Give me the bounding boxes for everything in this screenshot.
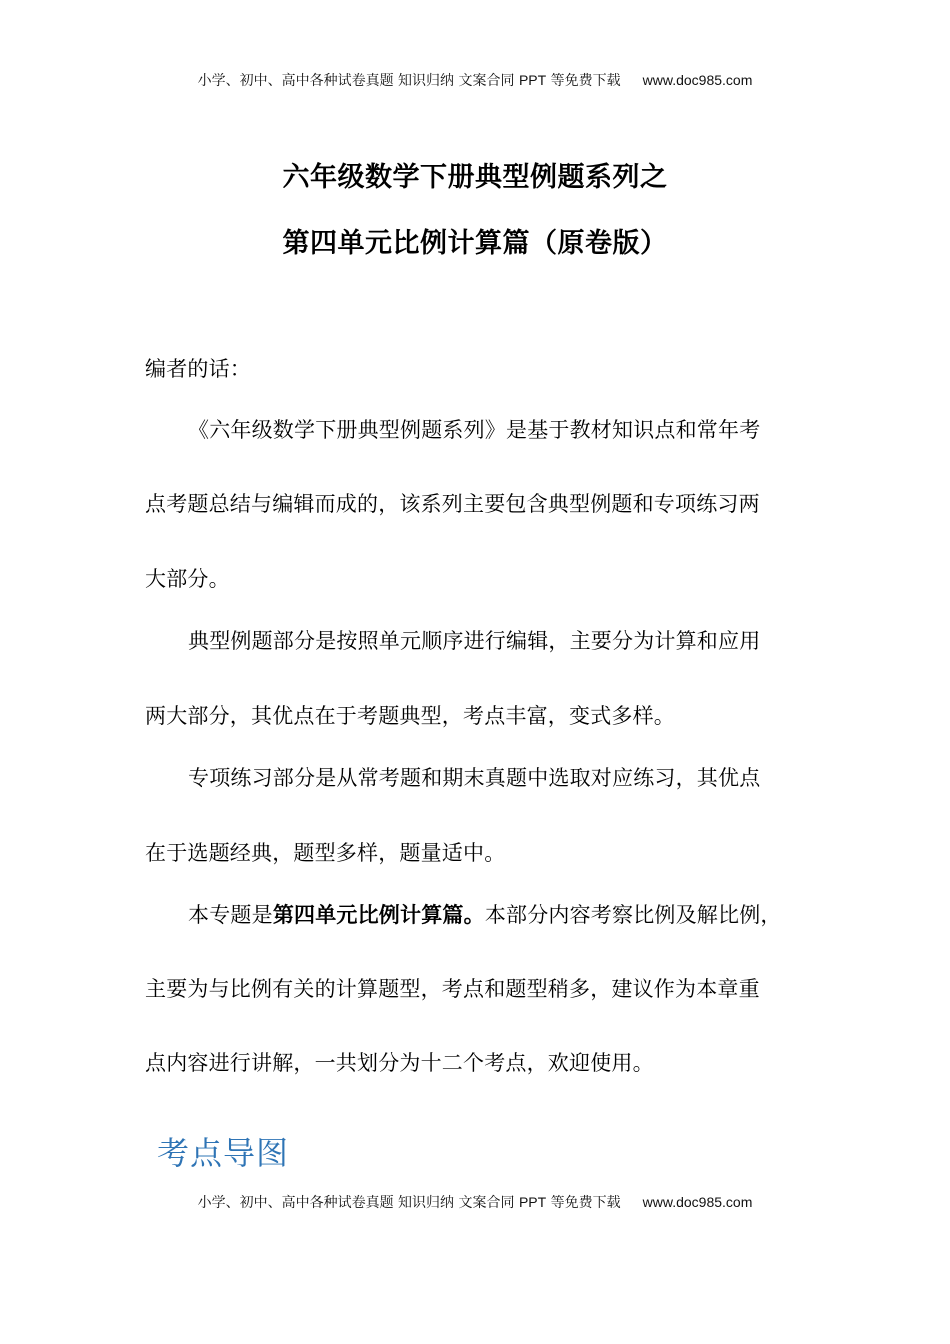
page-header xyxy=(0,70,950,90)
paragraph-2-line-2: 两大部分，其优点在于考题典型，考点丰富，变式多样。 xyxy=(145,704,675,728)
paragraph-1-line-1: 《六年级数学下册典型例题系列》是基于教材知识点和常年考 xyxy=(188,418,761,442)
p4-bold-topic: 第四单元比例计算篇。 xyxy=(272,903,485,927)
header-site-link[interactable]: www.doc985.com xyxy=(642,72,753,88)
paragraph-4-line-2: 主要为与比例有关的计算题型，考点和题型稍多，建议作为本章重 xyxy=(145,977,760,1001)
header-text2: 等免费下载 xyxy=(546,73,621,89)
p4-suffix: 本部分内容考察比例及解比例， xyxy=(484,903,782,927)
header-ppt: PPT xyxy=(518,72,547,88)
paragraph-2-line-1: 典型例题部分是按照单元顺序进行编辑，主要分为计算和应用 xyxy=(188,629,761,653)
paragraph-4-line-3: 点内容进行讲解，一共划分为十二个考点，欢迎使用。 xyxy=(145,1051,654,1075)
section-heading-mindmap: 考点导图 xyxy=(157,1134,290,1172)
paragraph-1-line-3: 大部分。 xyxy=(145,567,230,591)
paragraph-1-line-2: 点考题总结与编辑而成的，该系列主要包含典型例题和专项练习两 xyxy=(145,492,760,516)
paragraph-4-line-1 xyxy=(188,899,848,929)
editor-label: 编者的话： xyxy=(145,357,251,381)
footer-ppt: PPT xyxy=(518,1194,547,1210)
footer-site-link[interactable]: www.doc985.com xyxy=(642,1194,753,1210)
paragraph-3-line-1: 专项练习部分是从常考题和期末真题中选取对应练习，其优点 xyxy=(188,766,761,790)
doc-title-line1: 六年级数学下册典型例题系列之 xyxy=(282,162,668,193)
paragraph-3-line-2: 在于选题经典，题型多样，题量适中。 xyxy=(145,841,506,865)
header-text: 小学、初中、高中各种试卷真题 知识归纳 文案合同 xyxy=(197,73,519,89)
footer-text: 小学、初中、高中各种试卷真题 知识归纳 文案合同 xyxy=(197,1195,519,1211)
footer-text2: 等免费下载 xyxy=(546,1195,621,1211)
doc-title-line2: 第四单元比例计算篇（原卷版） xyxy=(282,228,668,259)
page-footer xyxy=(0,1192,950,1212)
p4-prefix: 本专题是 xyxy=(188,903,273,927)
